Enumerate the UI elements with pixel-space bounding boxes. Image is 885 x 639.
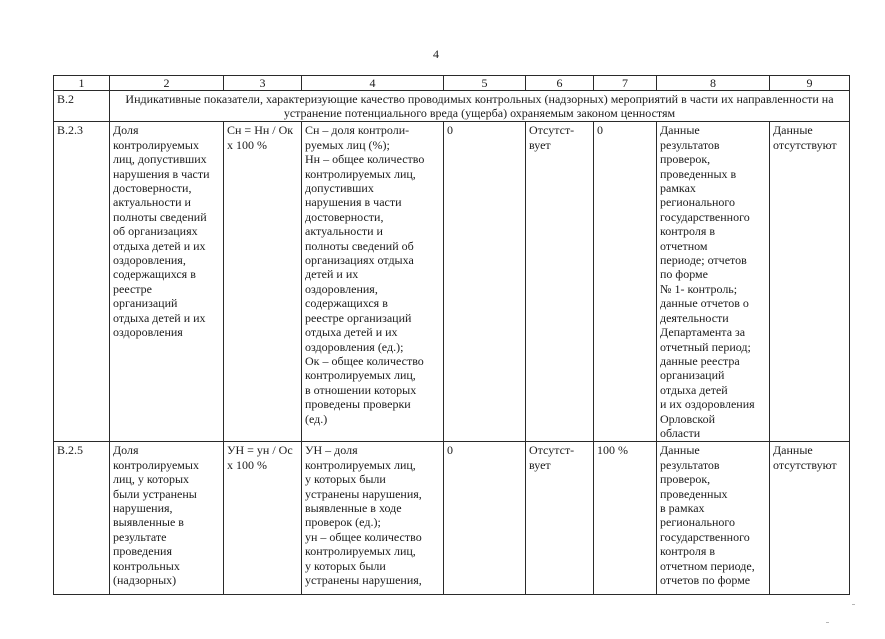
column-9-value: Данные отсутствуют [770, 442, 850, 595]
column-number: 3 [224, 76, 302, 91]
indicator-formula: Сн = Нн / Ок х 100 % [224, 122, 302, 442]
column-6-value: Отсутст- вует [526, 442, 594, 595]
data-source: Данные результатов проверок, проведенных в рамках регионального государственного контроля в отчетном периоде; отчетов по форме № 1- контроль; данные отчетов о деятельности Департамента за отчетный период; данные реестра организаций отдыха детей и их оздоровления Орловской области [657, 122, 770, 442]
column-7-value: 0 [594, 122, 657, 442]
section-title: Индикативные показатели, характеризующие качество проводимых контрольных (надзорных) мероприятий в части их направленности на устранение потенциального вреда (ущерба) охраняемым законом ценностям [110, 91, 850, 122]
page-number: 4 [433, 47, 439, 61]
scan-artifact [852, 604, 855, 605]
column-number: 4 [302, 76, 444, 91]
section-row [54, 91, 850, 122]
column-number: 6 [526, 76, 594, 91]
column-6-value: Отсутст- вует [526, 122, 594, 442]
indicator-code: В.2.3 [54, 122, 110, 442]
column-9-value: Данные отсутствуют [770, 122, 850, 442]
indicator-code: В.2.5 [54, 442, 110, 595]
data-source: Данные результатов проверок, проведенных в рамках регионального государственного контроля в отчетном периоде, отчетов по форме [657, 442, 770, 595]
indicator-formula: УН = ун / Ос х 100 % [224, 442, 302, 595]
formula-definitions: УН – доля контролируемых лиц, у которых были устранены нарушения, выявленные в ходе проверок (ед.); ун – общее количество контролируемых лиц, у которых были устранены нарушения, [302, 442, 444, 595]
column-5-value: 0 [444, 442, 526, 595]
scan-artifact [826, 622, 829, 623]
table-row [54, 442, 850, 595]
column-number-row [54, 76, 850, 91]
indicator-name: Доля контролируемых лиц, допустивших нарушения в части достоверности, актуальности и полноты сведений об организациях отдыха детей и их оздоровления, содержащихся в реестре организаций отдыха детей и их оздоровления [110, 122, 224, 442]
column-number: 2 [110, 76, 224, 91]
column-7-value: 100 % [594, 442, 657, 595]
section-code: В.2 [54, 91, 110, 122]
column-number: 8 [657, 76, 770, 91]
table-row [54, 122, 850, 442]
column-number: 1 [54, 76, 110, 91]
formula-definitions: Сн – доля контроли- руемых лиц (%); Нн – общее количество контролируемых лиц, допустивших нарушения в части достоверности, актуальности и полноты сведений об организациях отдыха детей и их оздоровления, содержащихся в реестре организаций отдыха детей и их оздоровления (ед.); Ок – общее количество контролируемых лиц, в отношении которых проведены проверки (ед.) [302, 122, 444, 442]
column-number: 9 [770, 76, 850, 91]
indicator-name: Доля контролируемых лиц, у которых были устранены нарушения, выявленные в результате проведения контрольных (надзорных) [110, 442, 224, 595]
column-number: 7 [594, 76, 657, 91]
indicator-table [53, 75, 850, 595]
column-5-value: 0 [444, 122, 526, 442]
column-number: 5 [444, 76, 526, 91]
